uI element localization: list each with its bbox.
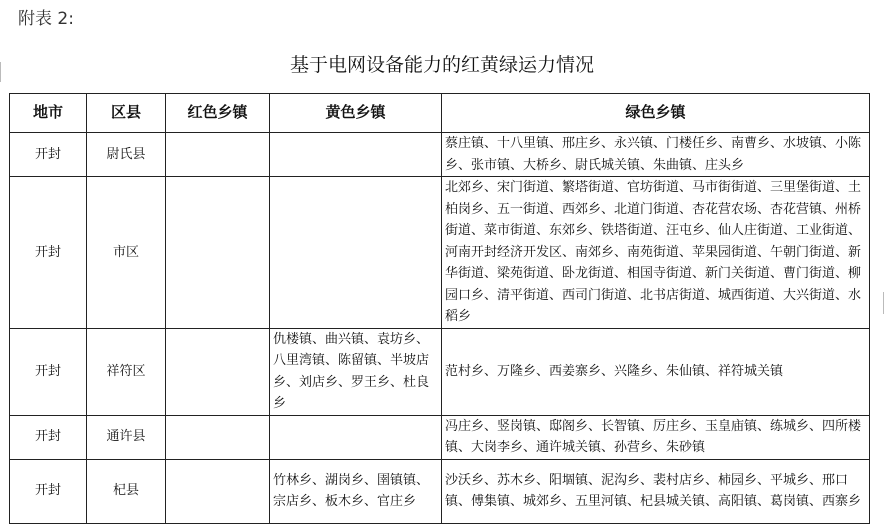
- cell-yellow-towns: [270, 415, 442, 459]
- cell-city: 开封: [10, 177, 87, 329]
- cell-red-towns: [166, 328, 270, 415]
- header-red-towns: 红色乡镇: [166, 94, 270, 133]
- table-row: [10, 177, 870, 329]
- header-green-towns: 绿色乡镇: [442, 94, 870, 133]
- cell-red-towns: [166, 459, 270, 523]
- cell-county: 市区: [87, 177, 166, 329]
- document-title: 基于电网设备能力的红黄绿运力情况: [289, 54, 594, 76]
- table-row: [10, 415, 870, 459]
- cell-county: 祥符区: [87, 328, 166, 415]
- cell-yellow-towns: [270, 177, 442, 329]
- cell-green-towns: 范村乡、万隆乡、西姜寨乡、兴隆乡、朱仙镇、祥符城关镇: [442, 328, 870, 415]
- cell-yellow-towns: 仇楼镇、曲兴镇、袁坊乡、八里湾镇、陈留镇、半坡店乡、刘店乡、罗王乡、杜良乡: [270, 328, 442, 415]
- scroll-edge-marker-right: [880, 292, 884, 314]
- cell-city: 开封: [10, 415, 87, 459]
- table-row: [10, 459, 870, 523]
- header-yellow-towns: 黄色乡镇: [270, 94, 442, 133]
- header-county: 区县: [87, 94, 166, 133]
- scroll-edge-marker-left: [0, 62, 4, 82]
- cell-yellow-towns: 竹林乡、湖岗乡、圉镇镇、宗店乡、板木乡、官庄乡: [270, 459, 442, 523]
- attachment-label: 附表 2:: [18, 9, 74, 29]
- cell-green-towns: 沙沃乡、苏木乡、阳堌镇、泥沟乡、裴村店乡、柿园乡、平城乡、邢口镇、傅集镇、城郊乡、五里河镇、杞县城关镇、高阳镇、葛岗镇、西寨乡: [442, 459, 870, 523]
- cell-green-towns: 冯庄乡、竖岗镇、邸阁乡、长智镇、厉庄乡、玉皇庙镇、练城乡、四所楼镇、大岗李乡、通许城关镇、孙营乡、朱砂镇: [442, 415, 870, 459]
- cell-county: 尉氏县: [87, 133, 166, 177]
- cell-red-towns: [166, 177, 270, 329]
- cell-red-towns: [166, 415, 270, 459]
- table-row: [10, 133, 870, 177]
- table-header-row: [10, 94, 870, 133]
- cell-red-towns: [166, 133, 270, 177]
- capacity-table: [9, 93, 870, 524]
- cell-yellow-towns: [270, 133, 442, 177]
- cell-city: 开封: [10, 459, 87, 523]
- cell-green-towns: 蔡庄镇、十八里镇、邢庄乡、永兴镇、门楼任乡、南曹乡、水坡镇、小陈乡、张市镇、大桥乡、尉氏城关镇、朱曲镇、庄头乡: [442, 133, 870, 177]
- cell-county: 通许县: [87, 415, 166, 459]
- table-row: [10, 328, 870, 415]
- cell-city: 开封: [10, 328, 87, 415]
- cell-city: 开封: [10, 133, 87, 177]
- cell-county: 杞县: [87, 459, 166, 523]
- cell-green-towns: 北郊乡、宋门街道、繁塔街道、官坊街道、马市街街道、三里堡街道、土柏岗乡、五一街道、西郊乡、北道门街道、杏花营农场、杏花营镇、州桥街道、菜市街道、东郊乡、铁塔街道、汪屯乡、仙人庄街道、工业街道、河南开封经济开发区、南郊乡、南苑街道、苹果园街道、午朝门街道、新华街道、梁苑街道、卧龙街道、相国寺街道、新门关街道、曹门街道、柳园口乡、清平街道、西司门街道、北书店街道、城西街道、大兴街道、水稻乡: [442, 177, 870, 329]
- header-city: 地市: [10, 94, 87, 133]
